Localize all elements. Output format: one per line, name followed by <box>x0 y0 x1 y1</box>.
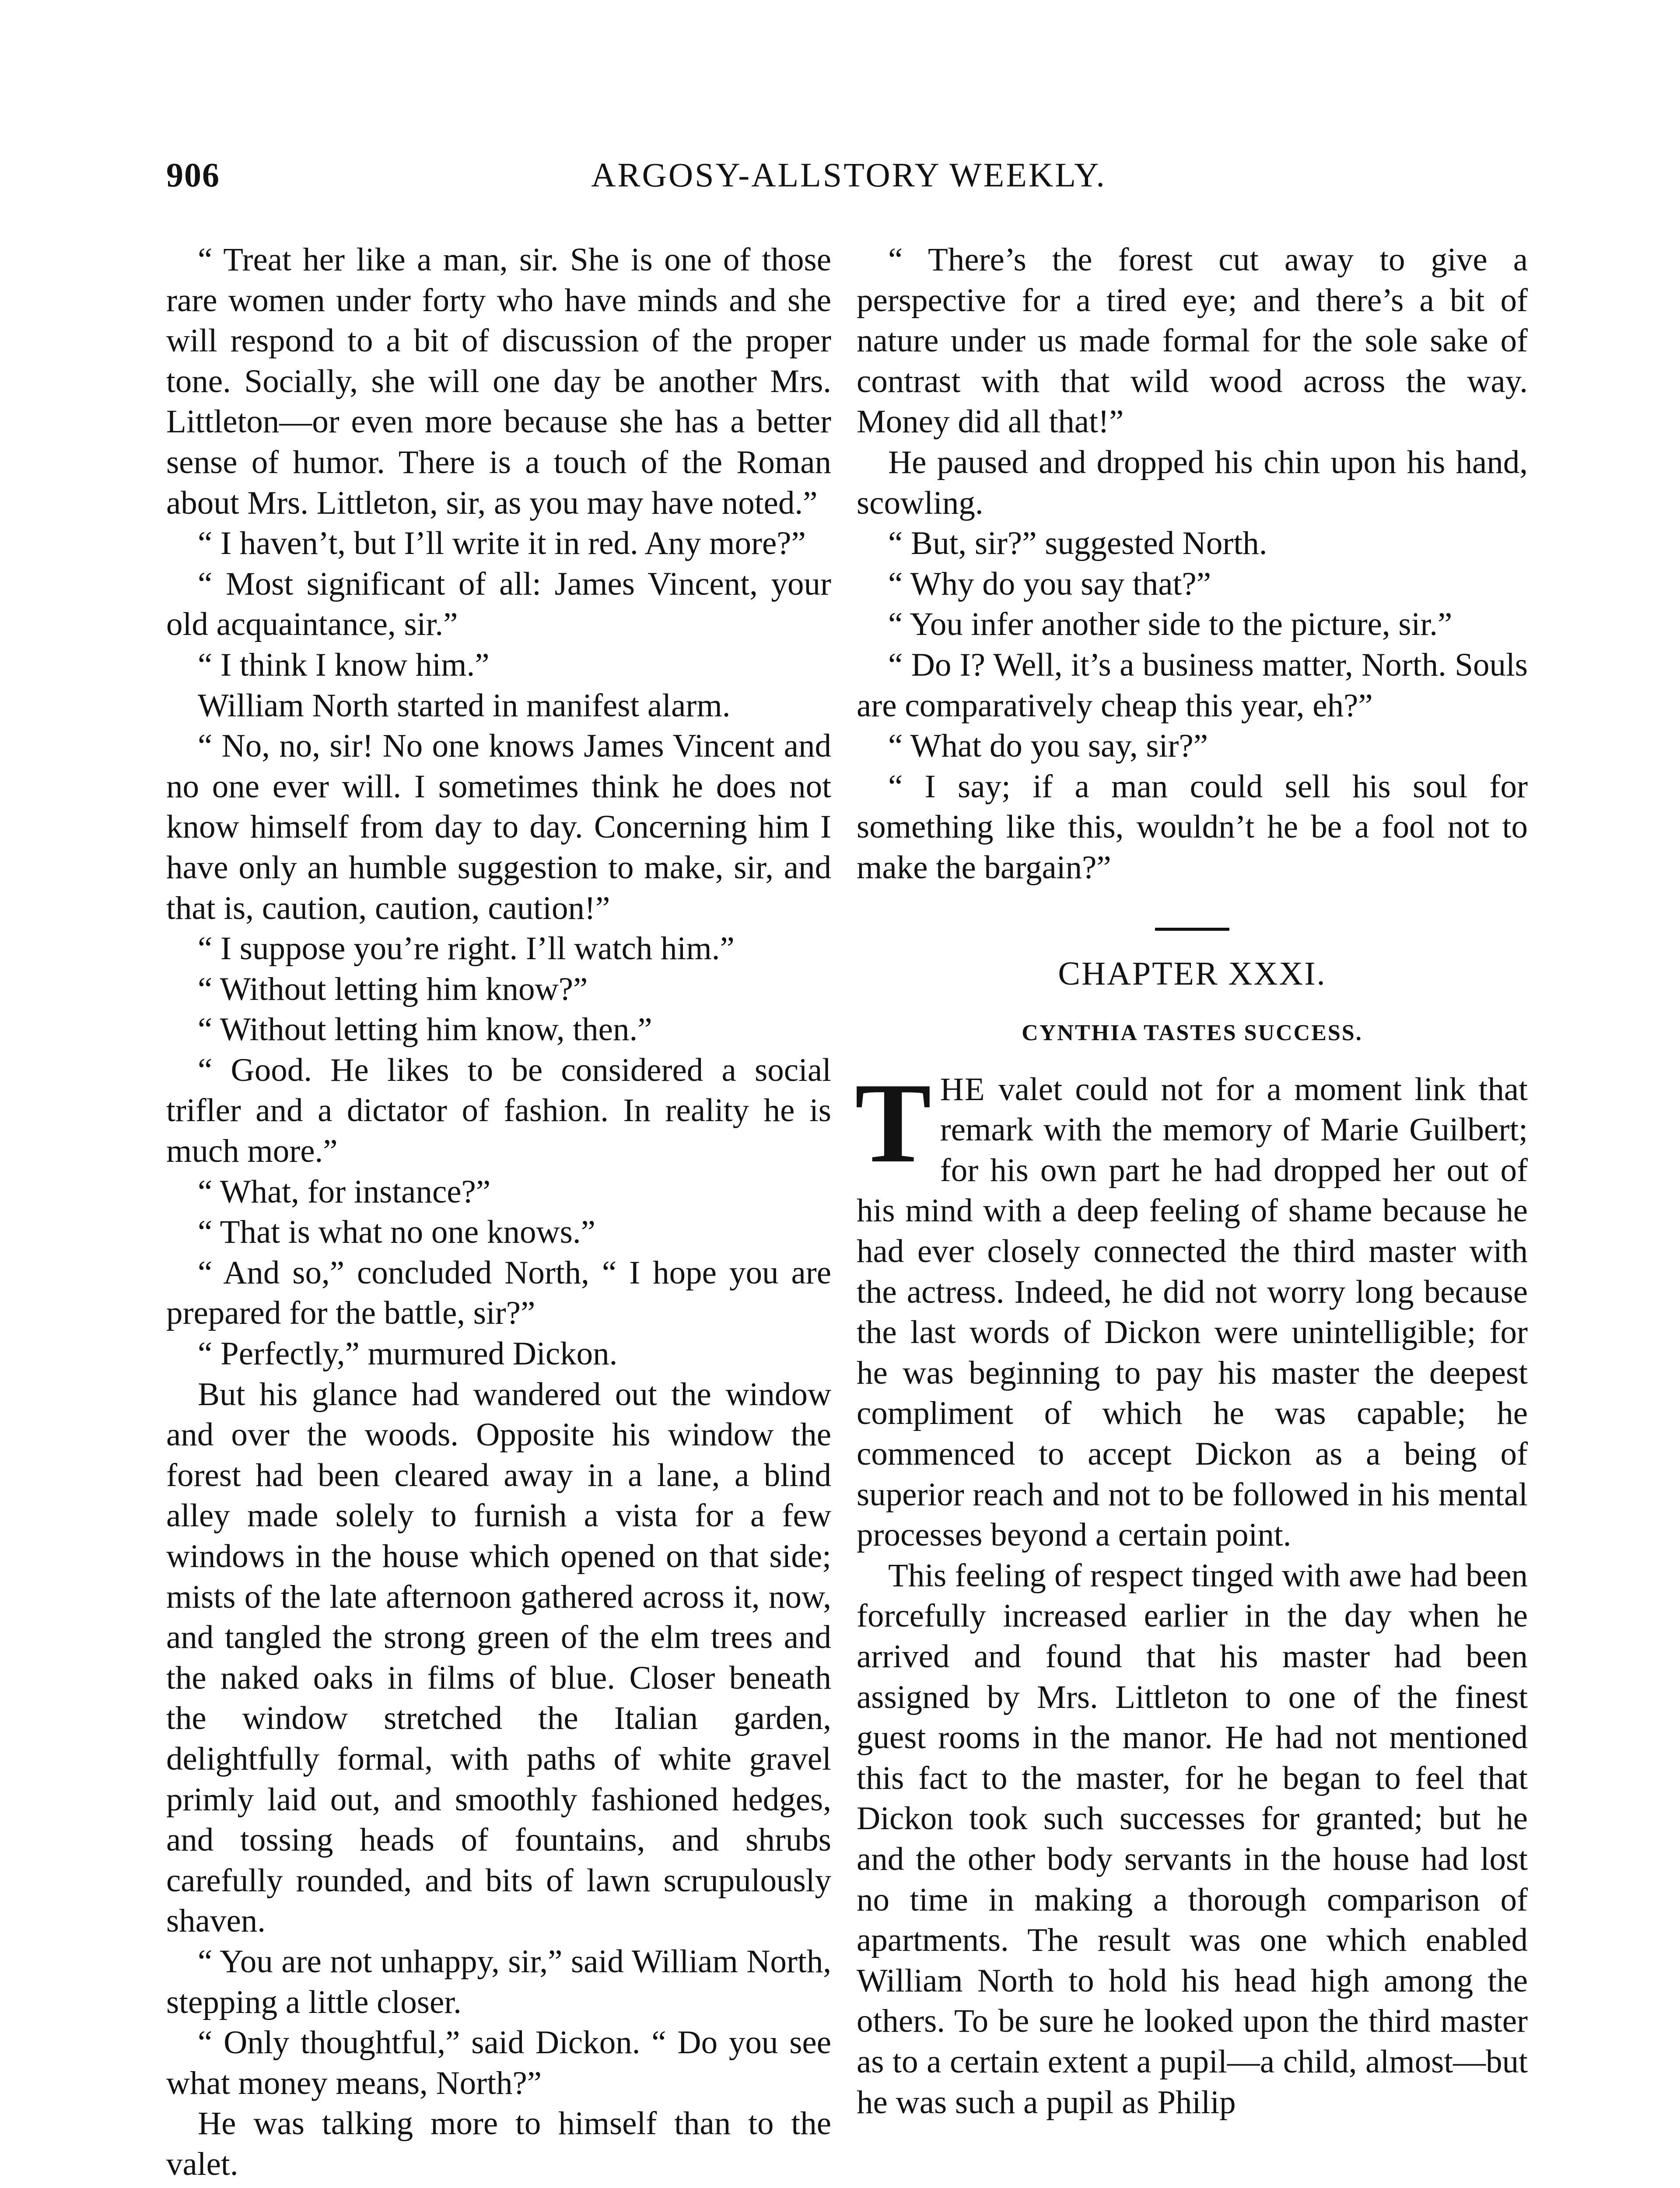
right-column <box>857 240 1528 2123</box>
paragraph: “ Do I? Well, it’s a business matter, North. Souls are comparatively cheap this year, eh?” <box>857 646 1528 724</box>
paragraph: “ Only thoughtful,” said Dickon. “ Do you see what money means, North?” <box>166 2024 831 2101</box>
drop-cap: T <box>855 1059 931 1186</box>
running-title: ARGOSY-ALLSTORY WEEKLY. <box>591 156 1106 194</box>
page-header <box>166 155 1531 208</box>
left-column <box>166 240 831 2185</box>
paragraph: William North started in manifest alarm. <box>198 687 731 724</box>
page-number: 906 <box>166 156 220 194</box>
paragraph: “ Why do you say that?” <box>888 565 1211 602</box>
paragraph: “ There’s the forest cut away to give a perspective for a tired eye; and there’s a bit of nature under us made formal for the sole sake of contrast with that wild wood across the way. Money did all that!” <box>857 242 1528 440</box>
paragraph: “ I haven’t, but I’ll write it in red. Any more?” <box>198 525 806 562</box>
paragraph: “ But, sir?” suggested North. <box>888 525 1267 562</box>
paragraph: “ Treat her like a man, sir. She is one of those rare women under forty who have minds and she will respond to a bit of discussion of the proper tone. Socially, she will one day be another Mrs. Littleton—or even more because she has a better sense of humor. There is a touch of the Roman about Mrs. Littleton, sir, as you may have noted.” <box>166 242 831 521</box>
paragraph: “ Without letting him know?” <box>198 971 588 1007</box>
paragraph: “ I say; if a man could sell his soul for something like this, wouldn’t he be a fool not to make the bargain?” <box>857 768 1528 886</box>
paragraph: But his glance had wandered out the window and over the woods. Opposite his window the forest had been cleared away in a lane, a blind alley made solely to furnish a vista for a few windows in the house which opened on that side; mists of the late afternoon gathered across it, now, and tangled the strong green of the elm trees and the naked oaks in films of blue. Closer beneath the window stretched the Italian garden, delightfully formal, with paths of white gravel primly laid out, and smoothly fashioned hedges, and tossing heads of fountains, and shrubs carefully rounded, and bits of lawn scrupulously shaven. <box>166 1376 831 1939</box>
paragraph: This feeling of respect tinged with awe had been forcefully increased earlier in the day when he arrived and found that his master had been assigned by Mrs. Littleton to one of the finest guest rooms in the manor. He had not mentioned this fact to the master, for he began to feel that Dickon took such successes for granted; but he and the other body servants in the house had lost no time in making a thorough comparison of apartments. The result was one which enabled William North to hold his head high among the others. To be sure he looked upon the third master as to a certain extent a pupil—a child, almost—but he was such a pupil as Philip <box>857 1557 1528 2121</box>
chapter-subtitle: CYNTHIA TASTES SUCCESS. <box>1022 1020 1363 1046</box>
section-divider <box>1155 928 1229 931</box>
paragraph: He was talking more to himself than to the valet. <box>166 2105 831 2182</box>
chapter-opening-paragraph <box>855 1059 1528 1556</box>
opening-lead: HE <box>940 1071 986 1108</box>
paragraph: “ And so,” concluded North, “ I hope you are prepared for the battle, sir?” <box>166 1254 831 1332</box>
paragraph: “ Without letting him know, then.” <box>198 1011 652 1048</box>
paragraph: “ That is what no one knows.” <box>198 1214 595 1251</box>
paragraph: “ No, no, sir! No one knows James Vincent and no one ever will. I sometimes think he does not know himself from day to day. Concerning him I have only an humble suggestion to make, sir, and that is, caution, caution, caution!” <box>166 728 831 926</box>
paragraph: “ You infer another side to the picture, sir.” <box>888 606 1452 643</box>
paragraph: “ I suppose you’re right. I’ll watch him.” <box>198 930 735 967</box>
paragraph: “ Most significant of all: James Vincent, your old acquaintance, sir.” <box>166 565 831 643</box>
paragraph: “ You are not unhappy, sir,” said William North, stepping a little closer. <box>166 1943 831 2020</box>
paragraph: He paused and dropped his chin upon his hand, scowling. <box>857 444 1528 521</box>
chapter-title: CHAPTER XXXI. <box>1058 955 1326 992</box>
paragraph: “ I think I know him.” <box>198 646 490 683</box>
paragraph: “ Good. He likes to be considered a social trifler and a dictator of fashion. In reality he is much more.” <box>166 1052 831 1170</box>
paragraph: “ What, for instance?” <box>198 1173 491 1210</box>
opening-text: valet could not for a moment link that remark with the memory of Marie Guilbert; for his own part he had dropped her out of his mind with a deep feeling of shame because he had ever closely connected the third master with the actress. Indeed, he did not worry long because the last words of Dickon were unintelligible; for he was beginning to pay his master the deepest compliment of which he was capable; he commenced to accept Dickon as a being of superior reach and not to be followed in his mental processes beyond a certain point. <box>857 1071 1528 1553</box>
paragraph: “ Perfectly,” murmured Dickon. <box>198 1336 618 1372</box>
paragraph: “ What do you say, sir?” <box>888 728 1208 764</box>
